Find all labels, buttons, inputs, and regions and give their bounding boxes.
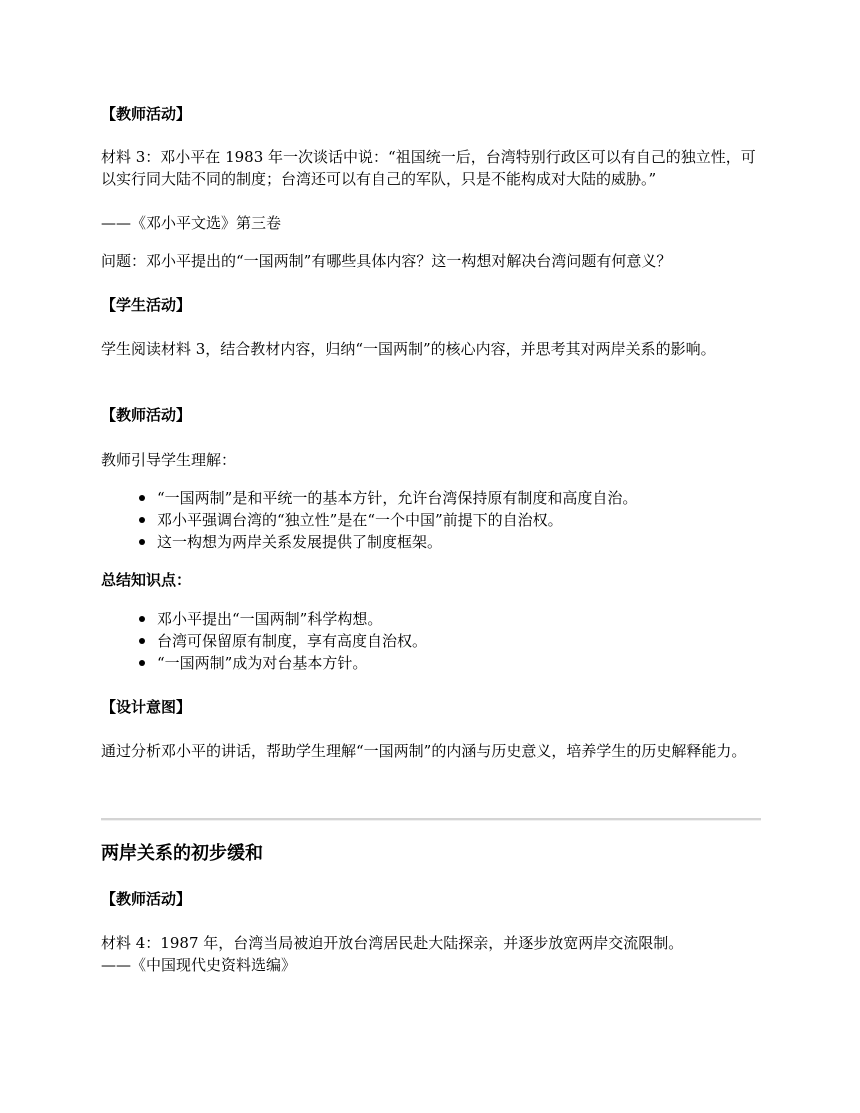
section-divider (101, 818, 761, 821)
bullet-icon (139, 660, 145, 666)
list-item-text: “一国两制”是和平统一的基本方针，允许台湾保持原有制度和高度自治。 (157, 489, 638, 507)
list-item (133, 509, 761, 531)
list-item-text: 这一构想为两岸关系发展提供了制度框架。 (157, 533, 443, 551)
student-activity-text: 学生阅读材料 3，结合教材内容，归纳“一国两制”的核心内容，并思考其对两岸关系的影响。 (101, 340, 716, 358)
list-item (133, 531, 761, 553)
list-item-text: 邓小平提出“一国两制”科学构想。 (157, 610, 383, 628)
bullet-icon (139, 638, 145, 644)
bullet-icon (139, 539, 145, 545)
material-3-quote: 材料 3：邓小平在 1983 年一次谈话中说：“祖国统一后，台湾特别行政区可以有自己的独立性，可以实行同大陆不同的制度；台湾还可以有自己的军队，只是不能构成对大陆的威胁。” (101, 148, 756, 188)
list-item (133, 608, 761, 630)
bullet-icon (139, 495, 145, 501)
summary-heading: 总结知识点： (101, 571, 192, 589)
bullet-icon (139, 517, 145, 523)
list-item-text: 邓小平强调台湾的“独立性”是在“一个中国”前提下的自治权。 (157, 511, 563, 529)
teacher-activity-heading-3: 【教师活动】 (101, 890, 192, 908)
material-4-source: ——《中国现代史资料选编》 (101, 956, 297, 974)
design-intent-text: 通过分析邓小平的讲话，帮助学生理解“一国两制”的内涵与历史意义，培养学生的历史解释能力。 (101, 742, 747, 760)
section-title: 两岸关系的初步缓和 (101, 843, 263, 864)
list-item (133, 487, 761, 509)
student-activity-heading: 【学生活动】 (101, 296, 192, 314)
guide-intro: 教师引导学生理解： (101, 451, 237, 469)
list-item-text: “一国两制”成为对台基本方针。 (157, 654, 368, 672)
design-intent-heading: 【设计意图】 (101, 698, 192, 716)
list-item (133, 630, 761, 652)
guide-points-list (101, 487, 761, 553)
list-item-text: 台湾可保留原有制度，享有高度自治权。 (157, 632, 428, 650)
teacher-activity-heading-2: 【教师活动】 (101, 406, 192, 424)
material-4-text: 材料 4：1987 年，台湾当局被迫开放台湾居民赴大陆探亲，并逐步放宽两岸交流限制。 (101, 934, 684, 952)
question-text: 问题：邓小平提出的“一国两制”有哪些具体内容？这一构想对解决台湾问题有何意义？ (101, 252, 672, 270)
material-3-source: ——《邓小平文选》第三卷 (101, 214, 282, 232)
teacher-activity-heading: 【教师活动】 (101, 105, 192, 123)
summary-points-list (101, 608, 761, 674)
list-item (133, 652, 761, 674)
bullet-icon (139, 616, 145, 622)
